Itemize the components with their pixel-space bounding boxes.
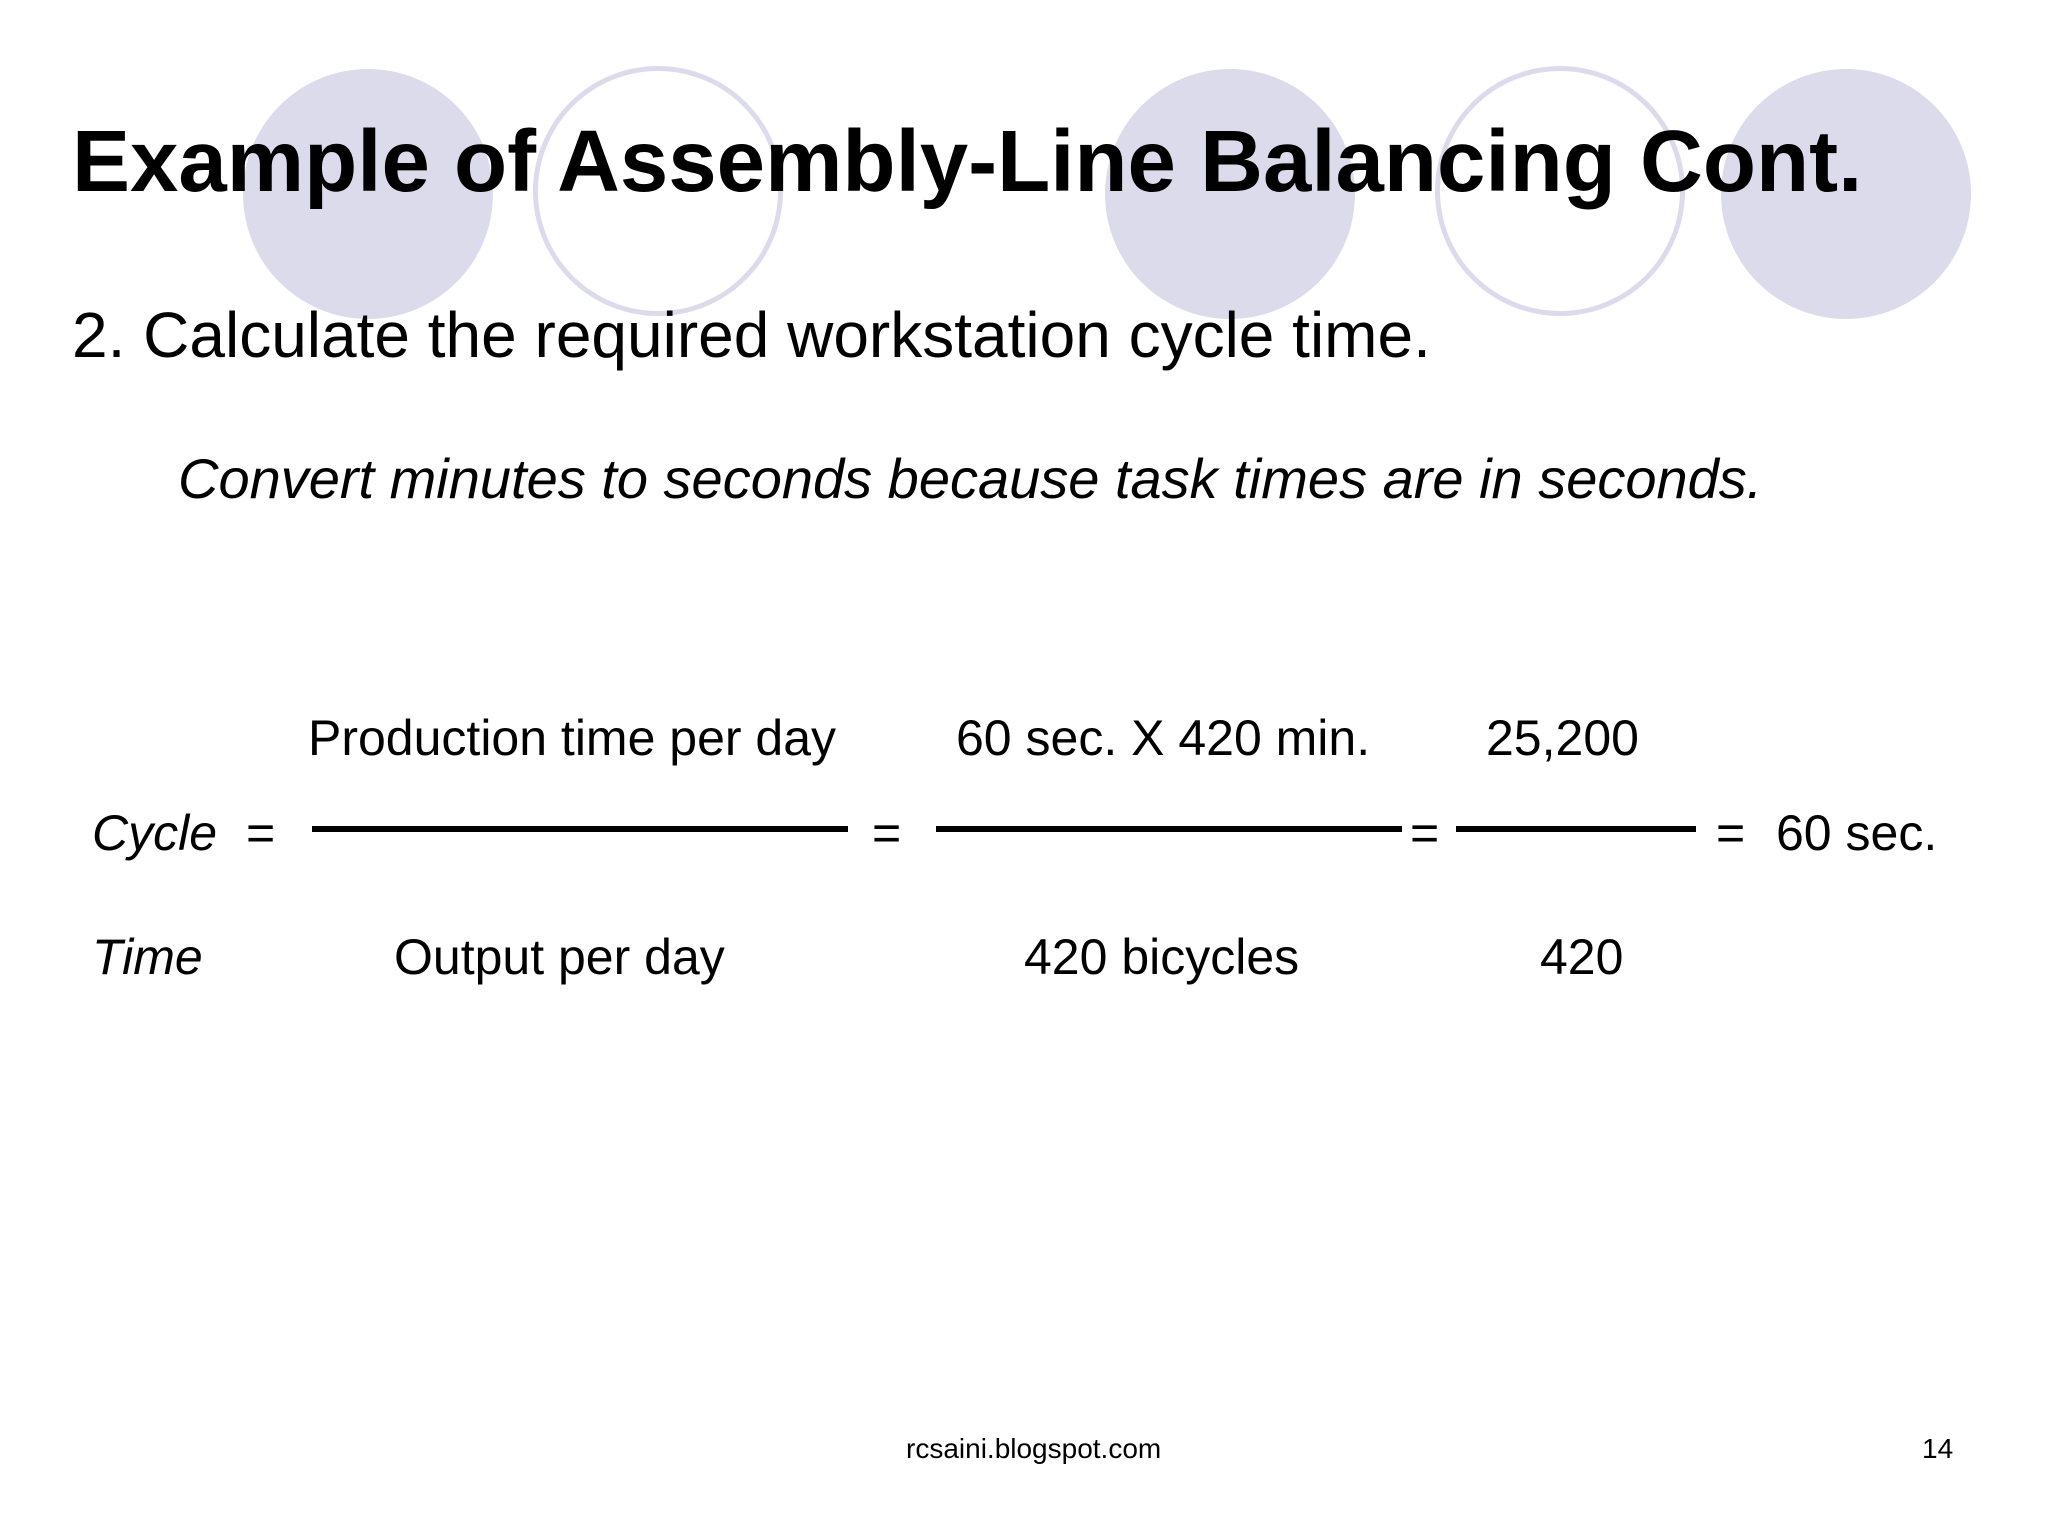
slide-title: Example of Assembly-Line Balancing Cont.: [72, 113, 1863, 210]
fraction-1-bar: [312, 826, 848, 832]
page-number: 14: [1922, 1433, 1954, 1464]
fraction-1-numerator: Production time per day: [308, 710, 837, 766]
equals-sign: =: [1716, 805, 1746, 861]
fraction-3-denominator: 420: [1540, 929, 1624, 985]
fraction-2-bar: [936, 826, 1402, 832]
fraction-3-bar: [1456, 826, 1696, 832]
equals-sign: =: [1410, 805, 1440, 861]
lhs-top-label: Cycle: [92, 805, 218, 861]
fraction-3-numerator: 25,200: [1486, 710, 1639, 766]
lhs-bottom-label: Time: [92, 929, 203, 985]
result-value: 60 sec.: [1776, 805, 1938, 861]
fraction-2-denominator: 420 bicycles: [1024, 929, 1300, 985]
footer-site: rcsaini.blogspot.com: [906, 1433, 1162, 1464]
fraction-2-numerator: 60 sec. X 420 min.: [956, 710, 1371, 766]
equals-sign: =: [246, 805, 276, 861]
equals-sign: =: [872, 805, 902, 861]
fraction-1-denominator: Output per day: [394, 929, 725, 985]
step-text: 2. Calculate the required workstation cycle time.: [72, 299, 1431, 371]
note-text: Convert minutes to seconds because task times are in seconds.: [178, 447, 1763, 510]
